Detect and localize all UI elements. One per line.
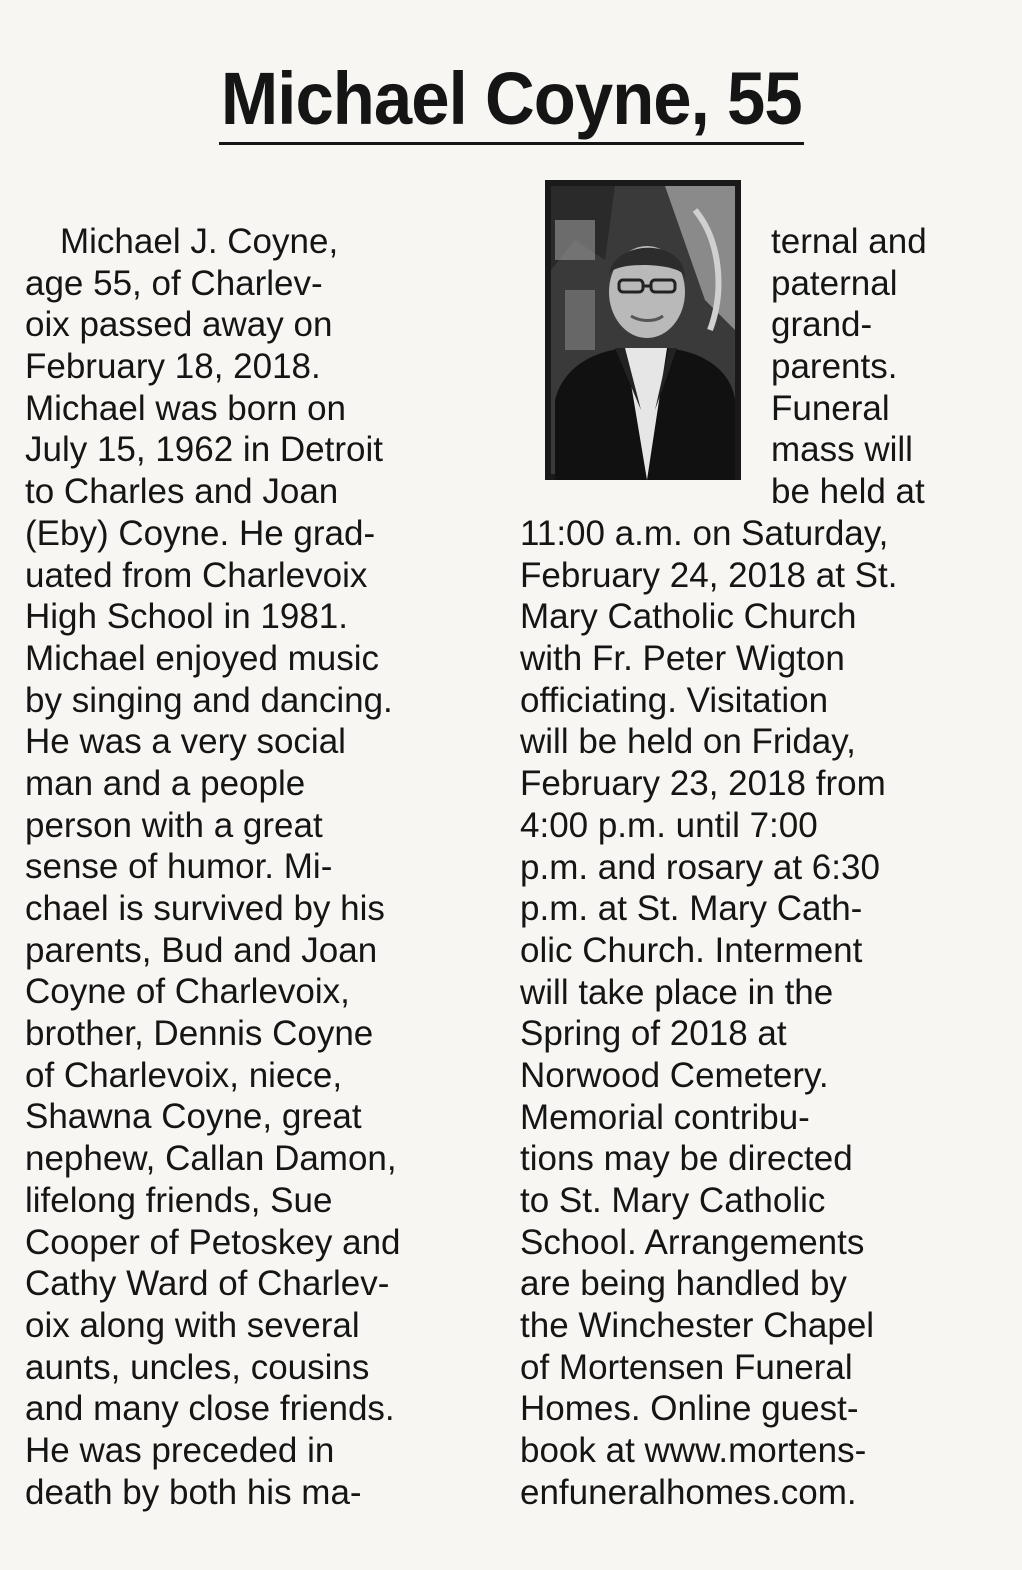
text-line: to St. Mary Catholic — [520, 1181, 826, 1220]
text-line: Homes. Online guest- — [520, 1389, 859, 1429]
text-line: book at www.mortens- — [520, 1431, 867, 1471]
text-line: sense of humor. Mi- — [25, 847, 333, 887]
text-line: man and a people — [25, 763, 306, 803]
text-line: Spring of 2018 at — [520, 1014, 787, 1054]
text-line: paternal — [771, 263, 898, 303]
text-line: Norwood Cemetery. — [520, 1055, 829, 1095]
text-line: July 15, 1962 in Detroit — [25, 430, 383, 470]
text-line: age 55, of Charlev- — [25, 263, 323, 303]
text-line: p.m. at St. Mary Cath- — [520, 889, 863, 929]
portrait-photo — [545, 180, 741, 480]
text-line: Cathy Ward of Charlev- — [25, 1264, 390, 1304]
text-line: by singing and dancing. — [25, 680, 393, 720]
text-line: Memorial contribu- — [520, 1097, 810, 1137]
text-line: be held at — [771, 472, 925, 512]
text-line: grand- — [771, 305, 873, 345]
text-line: Shawna Coyne, great — [25, 1097, 362, 1137]
text-line: Funeral — [771, 388, 890, 428]
text-line: are being handled by — [520, 1264, 847, 1304]
text-line: ternal and — [771, 222, 927, 261]
headline — [0, 56, 1022, 145]
text-line: brother, Dennis Coyne — [25, 1014, 374, 1054]
text-line: enfuneralhomes.com. — [520, 1472, 857, 1512]
text-line: (Eby) Coyne. He grad- — [25, 513, 376, 553]
right-column — [520, 513, 897, 1514]
text-line: 4:00 p.m. until 7:00 — [520, 805, 818, 845]
text-line: High School in 1981. — [25, 597, 348, 637]
text-line: February 24, 2018 at St. — [520, 555, 898, 595]
text-line: Michael was born on — [25, 388, 346, 428]
portrait-icon — [545, 180, 741, 480]
text-line: Mary Catholic Church — [520, 597, 857, 637]
text-line: Coyne of Charlevoix, — [25, 972, 350, 1012]
text-line: and many close friends. — [25, 1389, 395, 1429]
text-line: nephew, Callan Damon, — [25, 1139, 397, 1179]
text-line: 11:00 a.m. on Saturday, — [520, 514, 889, 553]
text-line: He was preceded in — [25, 1430, 335, 1470]
text-line: mass will — [771, 430, 913, 470]
right-column-beside-photo — [771, 221, 927, 513]
text-line: the Winchester Chapel — [520, 1306, 875, 1346]
text-line: chael is survived by his — [25, 889, 385, 928]
text-line: lifelong friends, Sue — [25, 1180, 333, 1220]
text-line: He was a very social — [25, 722, 346, 762]
text-line: February 18, 2018. — [25, 347, 321, 387]
left-column — [25, 221, 401, 1513]
text-line: person with a great — [25, 805, 323, 845]
text-line: p.m. and rosary at 6:30 — [520, 847, 880, 887]
text-line: officiating. Visitation — [520, 680, 829, 720]
text-line: School. Arrangements — [520, 1222, 865, 1262]
text-line: aunts, uncles, cousins — [25, 1347, 370, 1387]
text-line: of Charlevoix, niece, — [25, 1055, 343, 1095]
text-line: parents, Bud and Joan — [25, 930, 378, 970]
text-line: of Mortensen Funeral — [520, 1347, 853, 1387]
text-line: will be held on Friday, — [520, 722, 856, 762]
text-line: parents. — [771, 347, 898, 387]
text-line: tions may be directed — [520, 1139, 853, 1179]
text-line: uated from Charlevoix — [25, 555, 368, 595]
text-line: oix along with several — [25, 1305, 360, 1345]
text-line: will take place in the — [520, 972, 834, 1012]
text-line: death by both his ma- — [25, 1472, 362, 1512]
text-line: Michael J. Coyne, — [25, 222, 339, 261]
text-line: Cooper of Petoskey and — [25, 1222, 401, 1262]
text-line: olic Church. Interment — [520, 930, 863, 970]
text-line: to Charles and Joan — [25, 472, 339, 512]
headline-text: Michael Coyne, 55 — [219, 56, 804, 145]
text-line: Michael enjoyed music — [25, 638, 380, 678]
text-line: February 23, 2018 from — [520, 764, 886, 804]
text-line: oix passed away on — [25, 305, 333, 345]
text-line: with Fr. Peter Wigton — [520, 639, 845, 679]
